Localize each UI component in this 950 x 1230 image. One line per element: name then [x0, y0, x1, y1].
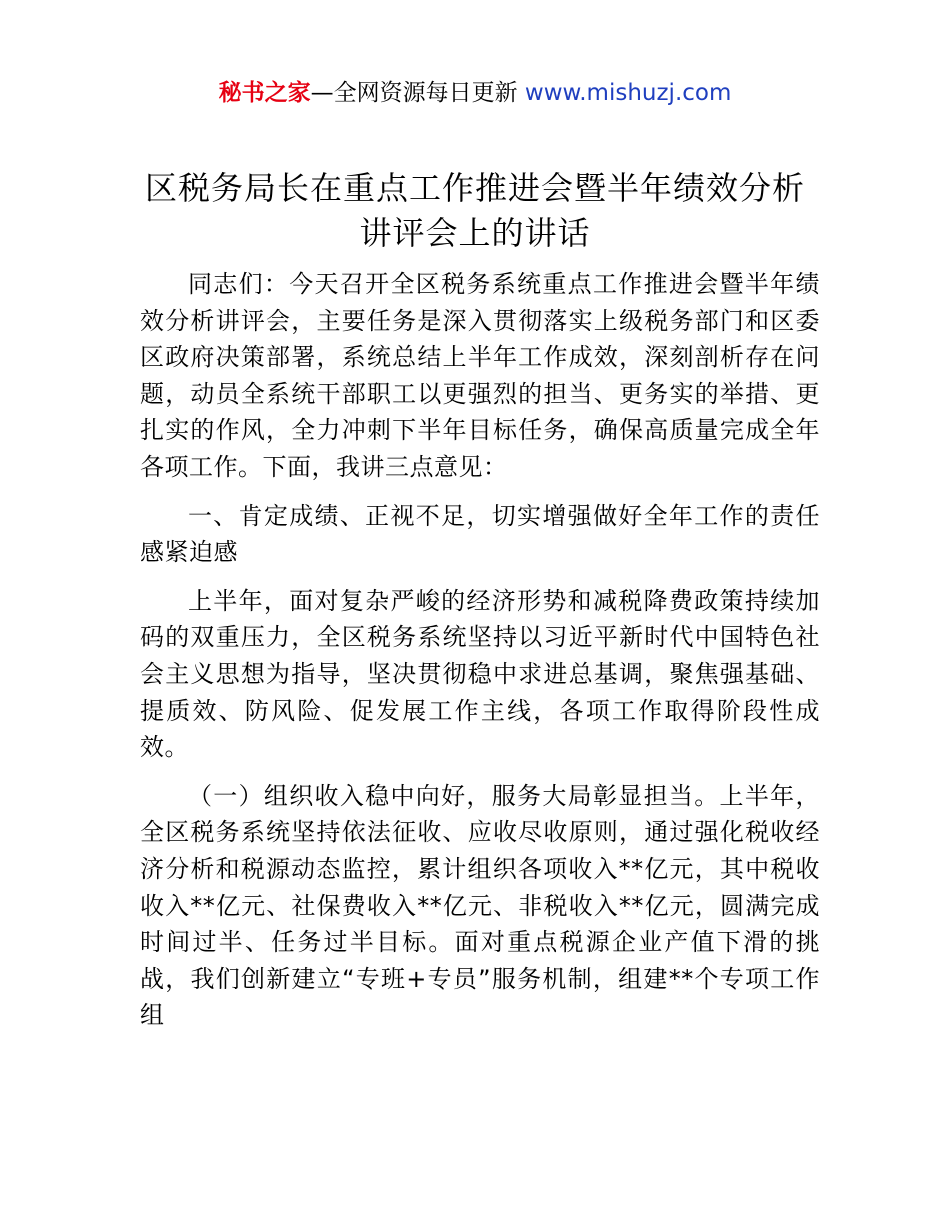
section-heading-1: 一、肯定成绩、正视不足，切实增强做好全年工作的责任感紧迫感 — [140, 501, 820, 567]
document-title-line-1: 区税务局长在重点工作推进会暨半年绩效分析 — [144, 169, 805, 207]
paragraph-first-half-summary: 上半年，面对复杂严峻的经济形势和减税降费政策持续加码的双重压力，全区税务系统坚持以习近平新时代中国特色社会主义思想为指导，坚决贯彻稳中求进总基调，聚焦强基础、提质效、防风险、促发展工作主线，各项工作取得阶段性成效。 — [140, 586, 820, 762]
paragraph-greeting: 同志们：今天召开全区税务系统重点工作推进会暨半年绩效分析讲评会，主要任务是深入贯彻落实上级税务部门和区委区政府决策部署，系统总结上半年工作成效，深刻剖析存在问题，动员全系统干部职工以更强烈的担当、更务实的举措、更扎实的作风，全力冲刺下半年目标任务，确保高质量完成全年各项工作。下面，我讲三点意见： — [140, 270, 820, 481]
paragraph-revenue: （一）组织收入稳中向好，服务大局彰显担当。上半年，全区税务系统坚持依法征收、应收尽收原则，通过强化税收经济分析和税源动态监控，累计组织各项收入**亿元，其中税收收入**亿元、社保费收入**亿元、非税收入**亿元，圆满完成时间过半、任务过半目标。面对重点税源企业产值下滑的挑战，我们创新建立“专班+专员”服务机制，组建**个专项工作组 — [140, 781, 820, 1030]
banner-tagline: —全网资源每日更新 — [310, 80, 525, 106]
brand-name: 秘书之家 — [218, 80, 311, 106]
document-body — [140, 266, 820, 1046]
site-url-link[interactable]: www.mishuzj.com — [524, 80, 732, 106]
document-title-line-2: 讲评会上的讲话 — [359, 214, 591, 252]
site-banner — [0, 76, 950, 110]
